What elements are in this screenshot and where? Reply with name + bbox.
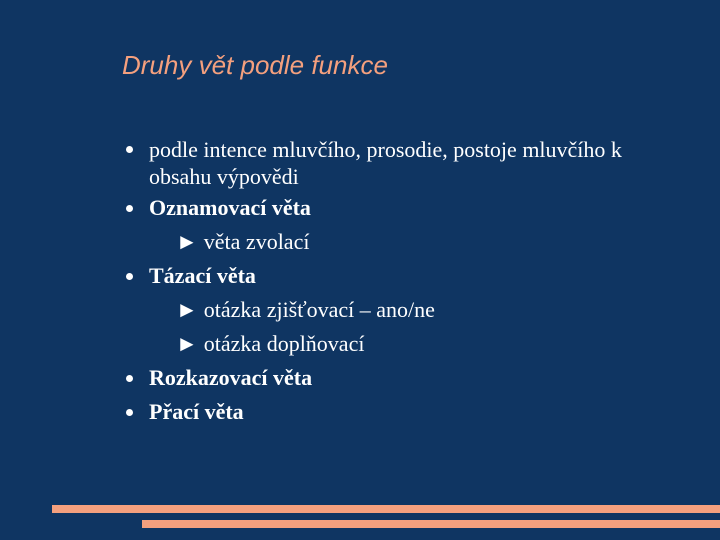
list-item-text: Přací věta: [149, 399, 244, 424]
arrow-right-icon: ►: [176, 229, 198, 254]
list-item: [0, 395, 720, 429]
sub-item: [149, 293, 640, 327]
list-item: [0, 259, 720, 361]
list-item-text: Rozkazovací věta: [149, 365, 313, 390]
sub-item-text: věta zvolací: [203, 229, 310, 254]
bullet-icon: [126, 375, 133, 382]
list-item-text: Tázací věta: [149, 263, 256, 288]
sub-item: [149, 225, 640, 259]
arrow-right-icon: ►: [176, 331, 198, 356]
bullet-icon: [126, 205, 133, 212]
arrow-right-icon: ►: [176, 297, 198, 322]
bullet-icon: [126, 409, 133, 416]
list-item: [0, 191, 720, 259]
bullet-icon: [126, 146, 133, 153]
bullet-icon: [126, 273, 133, 280]
bullet-list: [0, 133, 720, 429]
decorative-bar-top: [52, 505, 720, 513]
slide-title: Druhy vět podle funkce: [122, 50, 388, 80]
list-item: [0, 361, 720, 395]
decorative-bar-bottom: [142, 520, 720, 528]
list-item-text: podle intence mluvčího, prosodie, postoje mluvčího k obsahu výpovědi: [149, 137, 622, 189]
list-item: [0, 133, 720, 191]
sub-item: [149, 327, 640, 361]
sub-item-text: otázka zjišťovací – ano/ne: [203, 297, 435, 322]
sub-item-text: otázka doplňovací: [203, 331, 365, 356]
list-item-text: Oznamovací věta: [149, 195, 311, 220]
